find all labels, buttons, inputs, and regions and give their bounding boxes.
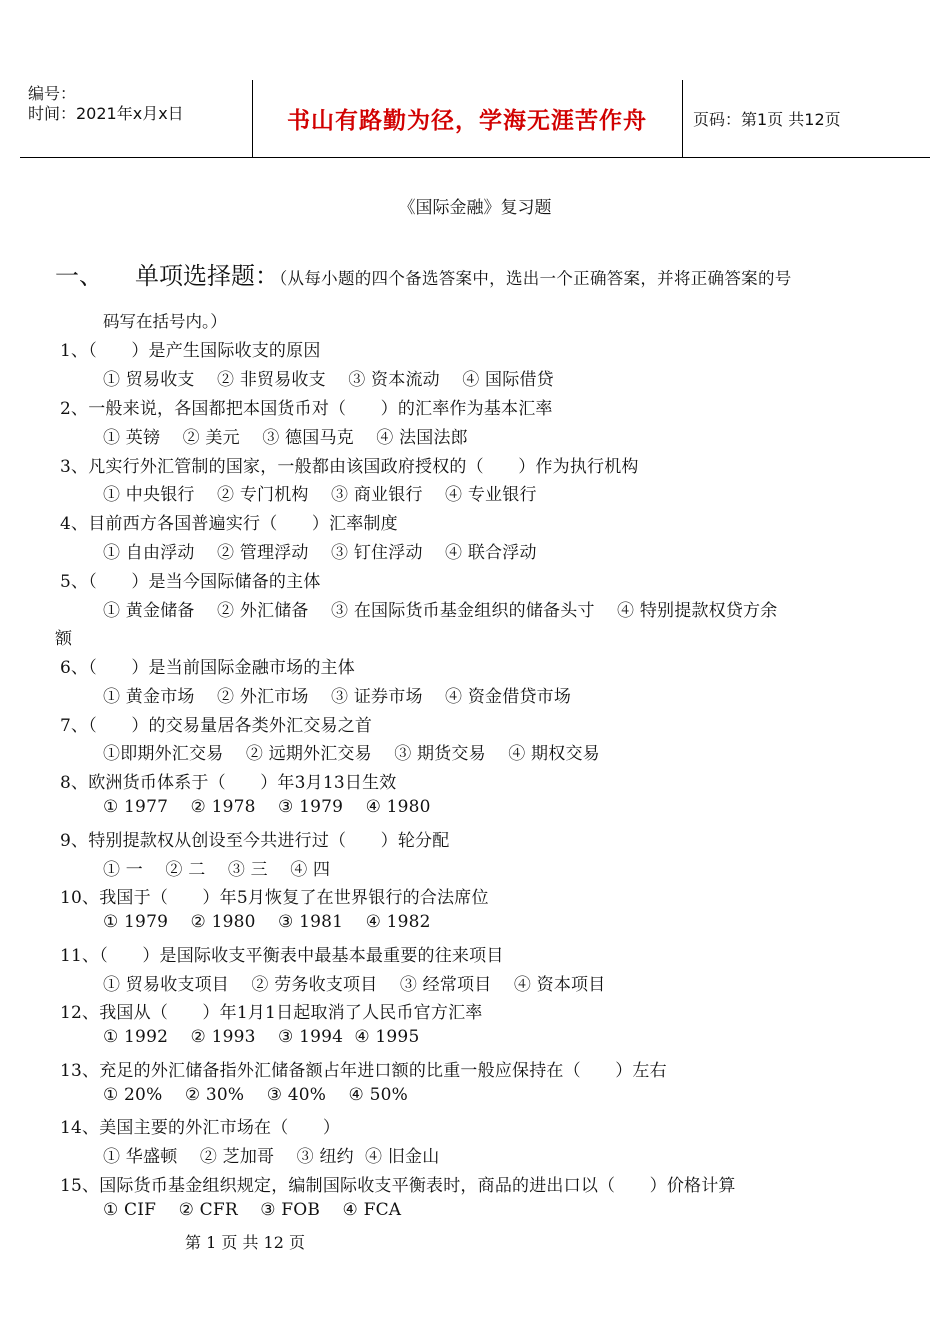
question-5-options: ① 黄金储备 ② 外汇储备 ③ 在国际货币基金组织的储备头寸 ④ 特别提款权贷方余: [103, 601, 778, 621]
section-title: 单项选择题：: [135, 262, 279, 290]
section-number: 一、: [55, 262, 103, 290]
header-page-cell: [683, 80, 930, 157]
question-11-options: ① 贸易收支项目 ② 劳务收支项目 ③ 经常项目 ④ 资本项目: [103, 975, 606, 995]
header-meta-cell: [20, 80, 253, 157]
question-1-options: ① 贸易收支 ② 非贸易收支 ③ 资本流动 ④ 国际借贷: [103, 370, 554, 390]
document-title: 《国际金融》复习题: [398, 198, 552, 218]
question-4: 4、目前西方各国普遍实行（ ）汇率制度: [60, 514, 398, 534]
question-1: 1、（ ）是产生国际收支的原因: [60, 341, 321, 361]
question-7: 7、（ ）的交易量居各类外汇交易之首: [60, 716, 373, 736]
question-5: 5、（ ）是当今国际储备的主体: [60, 572, 321, 592]
question-2-options: ① 英镑 ② 美元 ③ 德国马克 ④ 法国法郎: [103, 428, 468, 448]
question-12: 12、我国从（ ）年1月1日起取消了人民币官方汇率: [60, 1003, 483, 1023]
question-8-options: ① 1977 ② 1978 ③ 1979 ④ 1980: [103, 797, 431, 817]
question-6: 6、（ ）是当前国际金融市场的主体: [60, 658, 355, 678]
document-header: [20, 80, 930, 158]
question-15: 15、国际货币基金组织规定，编制国际收支平衡表时，商品的进出口以（ ）价格计算: [60, 1176, 736, 1196]
header-number: 编号：: [28, 84, 77, 103]
question-7-options: ①即期外汇交易 ② 远期外汇交易 ③ 期货交易 ④ 期权交易: [103, 744, 600, 764]
section-description: （从每小题的四个备选答案中，选出一个正确答案，并将正确答案的号: [279, 269, 792, 288]
question-14: 14、美国主要的外汇市场在（ ）: [60, 1118, 341, 1138]
question-5-options-wrap: 额: [55, 629, 72, 649]
question-8: 8、欧洲货币体系于（ ）年3月13日生效: [60, 773, 397, 793]
question-4-options: ① 自由浮动 ② 管理浮动 ③ 钉住浮动 ④ 联合浮动: [103, 543, 537, 563]
question-13-options: ① 20% ② 30% ③ 40% ④ 50%: [103, 1085, 408, 1105]
question-10-options: ① 1979 ② 1980 ③ 1981 ④ 1982: [103, 912, 431, 932]
question-3-options: ① 中央银行 ② 专门机构 ③ 商业银行 ④ 专业银行: [103, 485, 537, 505]
question-13: 13、充足的外汇储备指外汇储备额占年进口额的比重一般应保持在（ ）左右: [60, 1061, 667, 1081]
question-2: 2、一般来说，各国都把本国货币对（ ）的汇率作为基本汇率: [60, 399, 553, 419]
header-page-info: 页码：第1页 共12页: [693, 110, 841, 129]
question-9: 9、特别提款权从创设至今共进行过（ ）轮分配: [60, 831, 450, 851]
section-description-cont: 码写在括号内。）: [103, 312, 227, 331]
header-time: 时间：2021年x月x日: [28, 104, 184, 123]
section-heading: [55, 262, 915, 293]
question-14-options: ① 华盛顿 ② 芝加哥 ③ 纽约 ④ 旧金山: [103, 1147, 440, 1167]
question-9-options: ① 一 ② 二 ③ 三 ④ 四: [103, 860, 331, 880]
question-3: 3、凡实行外汇管制的国家，一般都由该国政府授权的（ ）作为执行机构: [60, 457, 639, 477]
header-motto-cell: [252, 80, 683, 157]
question-6-options: ① 黄金市场 ② 外汇市场 ③ 证券市场 ④ 资金借贷市场: [103, 687, 572, 707]
header-motto: 书山有路勤为径，学海无涯苦作舟: [287, 108, 647, 134]
question-15-options: ① CIF ② CFR ③ FOB ④ FCA: [103, 1200, 402, 1220]
question-12-options: ① 1992 ② 1993 ③ 1994 ④ 1995: [103, 1027, 420, 1047]
question-11: 11、（ ）是国际收支平衡表中最基本最重要的往来项目: [60, 946, 504, 966]
question-10: 10、我国于（ ）年5月恢复了在世界银行的合法席位: [60, 888, 489, 908]
page-footer: 第 1 页 共 12 页: [185, 1233, 305, 1252]
